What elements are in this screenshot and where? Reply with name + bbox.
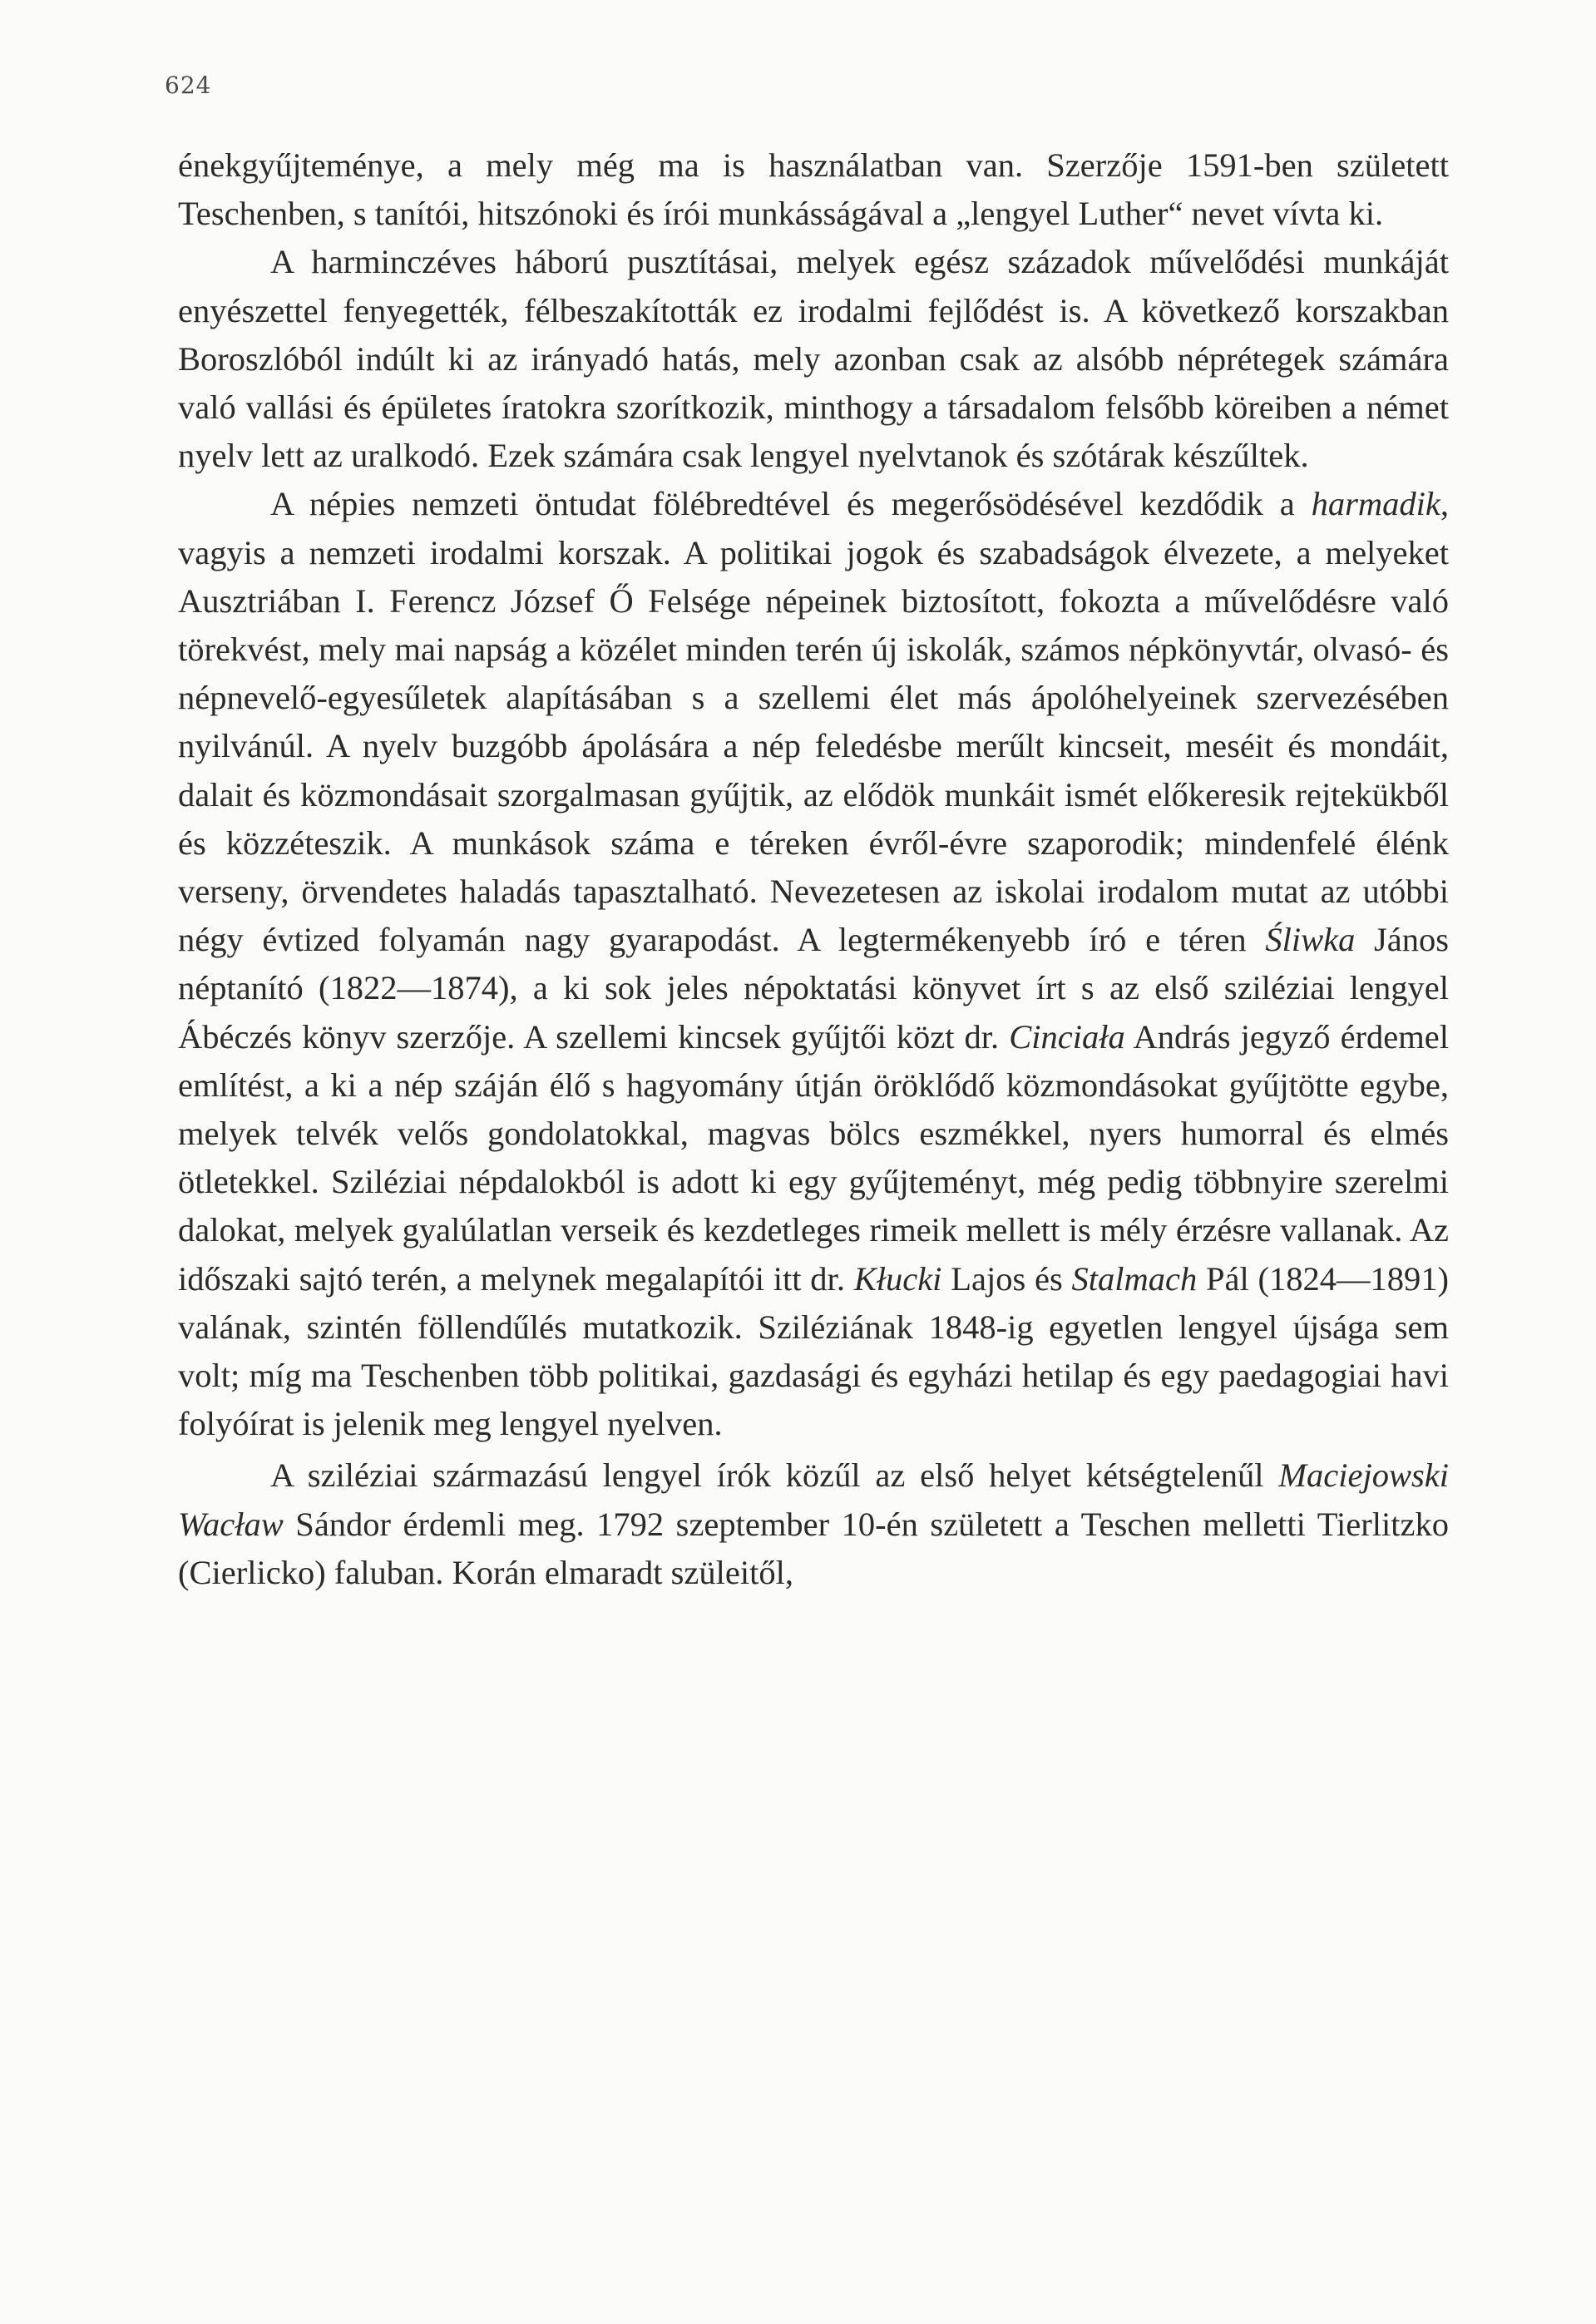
paragraph-text: , vagyis a nemzeti irodalmi korszak. A politikai jogok és szabadságok élvezete, a melyeket Ausztriában I. Ferencz József Ő Felsége népeinek biztosított, fokozta a művelődésre való törekvést, mely mai napság a közélet minden terén új iskolák, számos népkönyvtár, olvasó- és népnevelő-egyesűletek alapításában s a szellemi élet más ápolóhelyeinek szervezésében nyilvánúl. A nyelv buzgóbb ápolására a nép feledésbe merűlt kincseit, meséit és mondáit, dalait és közmondásait szorgalmasan gyűjtik, az elődök munkáit ismét előkeresik rejtekükből és közzéteszik. A munkások száma e téreken évről-évre szaporodik; mindenfelé élénk verseny, örvendetes haladás tapasztalható. Nevezetesen az iskolai irodalom mutat az utóbbi négy évtized folyamán nagy gyarapodást. A legtermékenyebb író e téren — [178, 485, 1449, 959]
paragraph-text: énekgyűjteménye, a mely még ma is használatban van. Szerzője 1591-ben született Teschenben, s tanítói, hitszónoki és írói munkásságával a „lengyel Luther“ nevet vívta ki. — [178, 146, 1449, 233]
paragraph-text: András jegyző érdemel említést, a ki a nép száján élő s hagyomány útján öröklődő közmondásokat gyűjtötte egybe, melyek telvék velős gondolatokkal, magvas bölcs eszmékkel, nyers humorral és elmés ötletekkel. Sziléziai népdalokból is adott ki egy gyűjteményt, még pedig többnyire szerelmi dalokat, melyek gyalúlatlan verseik és kezdetleges rimeik mellett is mély érzésre vallanak. Az időszaki sajtó terén, a melynek megalapítói itt dr. — [178, 1017, 1450, 1298]
paragraph-text: A harminczéves háború pusztításai, melyek egész századok művelődési munkáját enyészettel fenyegették, félbeszakították ez irodalmi fejlődést is. A következő korszakban Boroszlóból indúlt ki az irányadó hatás, mely azonban csak az alsóbb néprétegek számára való vallási és épületes íratokra szorítkozik, minthogy a társadalom felsőbb köreiben a német nyelv lett az uralkodó. Ezek számára csak lengyel nyelvtanok és szótárak készűltek. — [178, 243, 1449, 475]
paragraph-text: Lajos és — [941, 1259, 1072, 1298]
paragraph — [178, 1451, 1449, 1597]
paragraph-text: Sándor érdemli meg. 1792 szeptember 10-én született a Teschen melletti Tierlitzko (Cierlicko) faluban. Korán elmaradt szüleitől, — [178, 1505, 1449, 1591]
paragraph — [178, 238, 1449, 480]
paragraph — [178, 480, 1449, 1448]
paragraph — [178, 141, 1449, 238]
author-name: Maciejowski Wacław — [178, 1456, 1449, 1543]
page-number: 624 — [165, 72, 212, 99]
author-name: Cinciała — [1009, 1017, 1125, 1056]
paragraph-text: Pál (1824—1891) valának, szintén föllendűlés mutatkozik. Sziléziának 1848-ig egyetlen lengyel újsága sem volt; míg ma Teschenben több politikai, gazdasági és egyházi hetilap és egy paedagogiai havi folyóírat is jelenik meg lengyel nyelven. — [178, 1259, 1450, 1443]
paragraph-text: János néptanító (1822—1874), a ki sok jeles népoktatási könyvet írt s az első sziléziai lengyel Ábéczés könyv szerzője. A szellemi kincsek gyűjtői közt dr. — [178, 921, 1450, 1056]
paragraph-text: A sziléziai származású lengyel írók közűl az első helyet kétségtelenűl — [270, 1456, 1279, 1495]
paragraph-text: A népies nemzeti öntudat fölébredtével és megerősödésével kezdődik a — [270, 485, 1312, 523]
author-name: Śliwka — [1265, 921, 1356, 959]
italic-term: harmadik — [1311, 485, 1440, 523]
author-name: Kłucki — [853, 1259, 942, 1298]
author-name: Stalmach — [1071, 1259, 1198, 1298]
body-text — [178, 141, 1449, 1597]
